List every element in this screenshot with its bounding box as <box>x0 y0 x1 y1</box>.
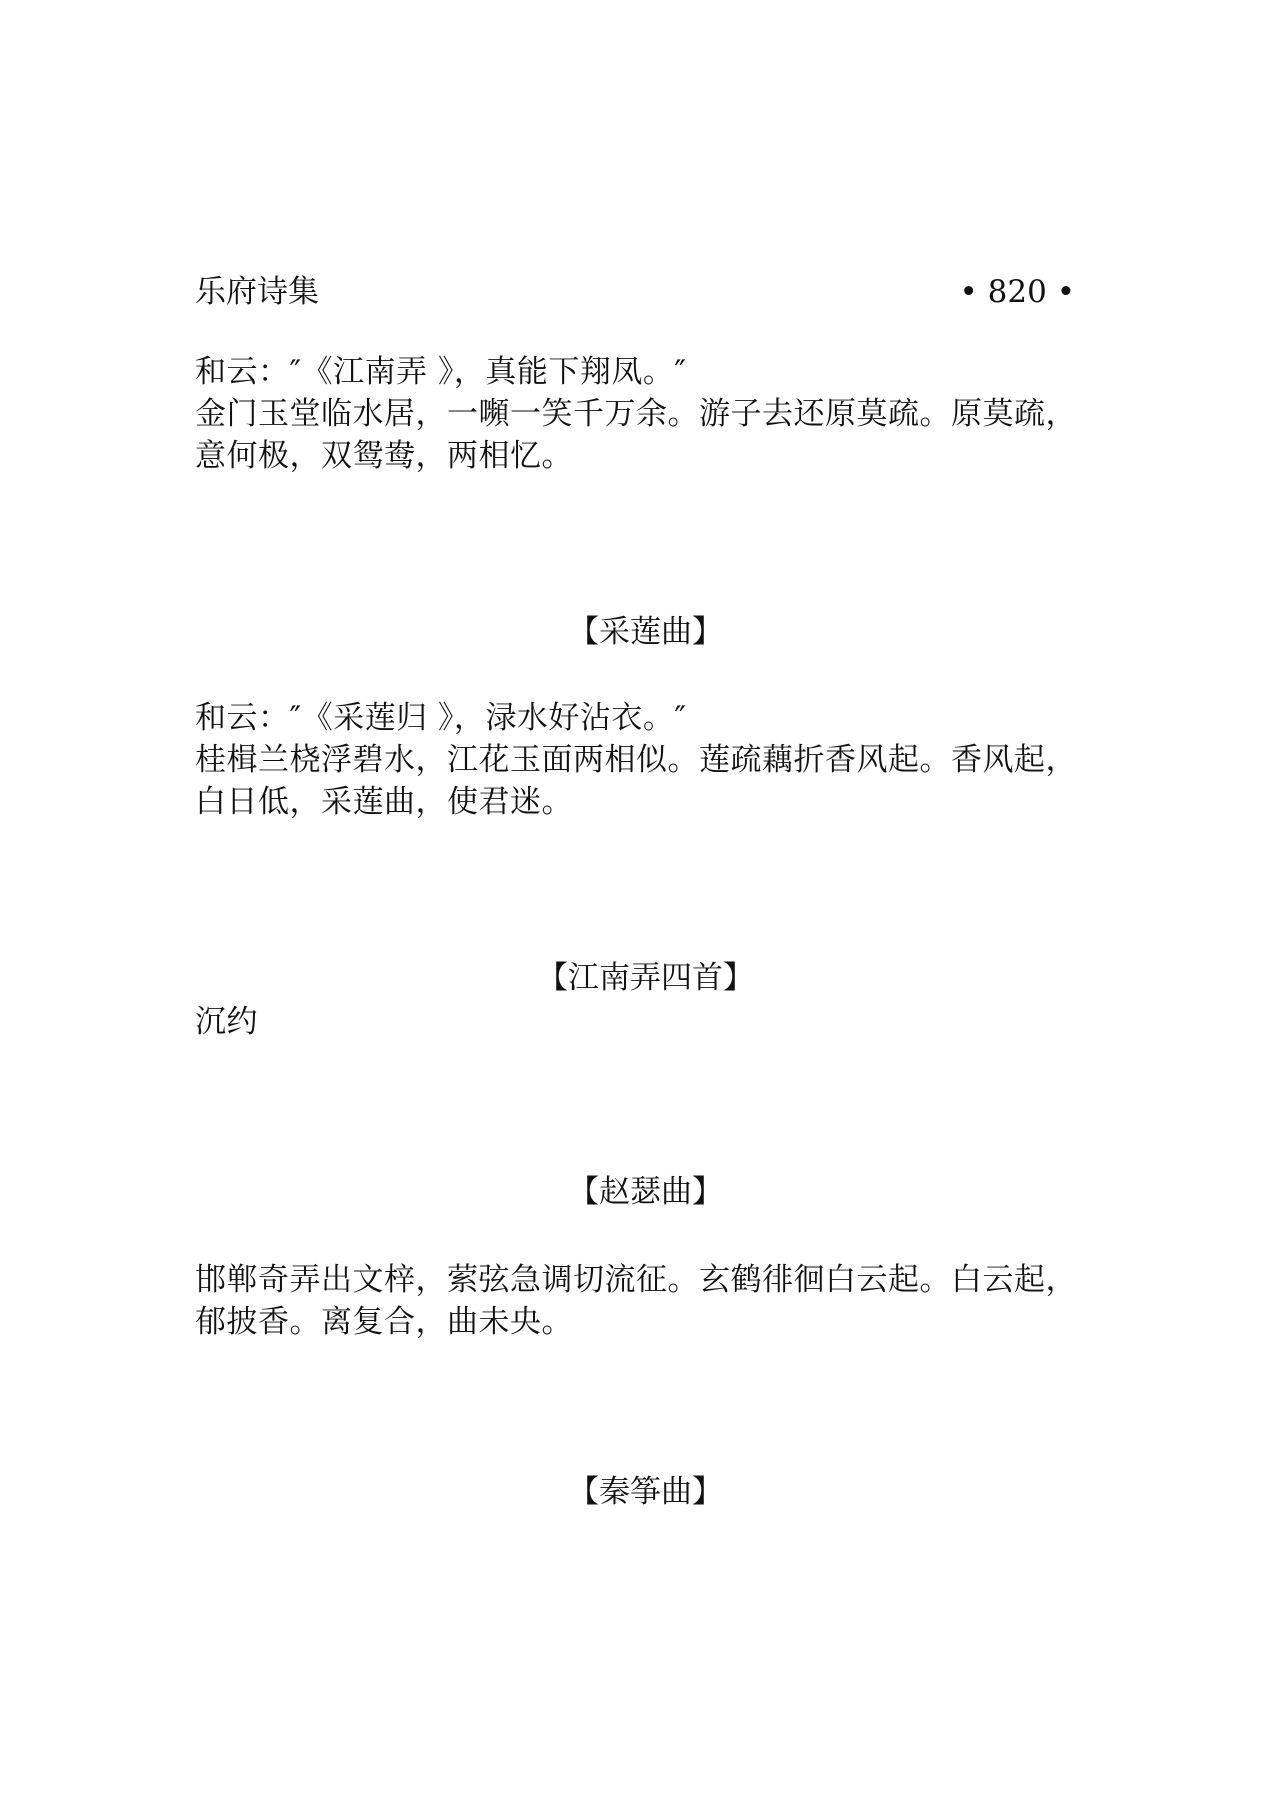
verse-line: 桂楫兰桡浮碧水，江花玉面两相似。莲疏藕折香风起。香风起， <box>195 742 1077 778</box>
section-heading-text: 【秦筝曲】 <box>568 1474 723 1510</box>
book-title: 乐府诗集 <box>195 274 319 310</box>
section-heading <box>0 612 1283 652</box>
section-heading <box>0 1472 1283 1512</box>
author-line: 沉约 <box>195 1004 258 1040</box>
verse-line: 白日低，采莲曲，使君迷。 <box>195 784 573 820</box>
chorus-line: 和云：″《江南弄 》，真能下翔凤。″ <box>195 354 687 390</box>
verse-line: 郁披香。离复合，曲未央。 <box>195 1304 573 1340</box>
section-heading-text: 【江南弄四首】 <box>537 960 754 996</box>
verse-line: 金门玉堂临水居，一嚬一笑千万余。游子去还原莫疏。原莫疏， <box>195 396 1077 432</box>
verse-line: 邯郸奇弄出文梓，萦弦急调切流征。玄鹤徘徊白云起。白云起， <box>195 1262 1077 1298</box>
page-number: • 820 • <box>959 274 1075 310</box>
chorus-line: 和云：″《采莲归 》，渌水好沾衣。″ <box>195 700 687 736</box>
section-heading-text: 【采莲曲】 <box>568 614 723 650</box>
section-heading-text: 【赵瑟曲】 <box>568 1174 723 1210</box>
section-heading <box>0 1172 1283 1212</box>
section-heading <box>0 958 1283 998</box>
verse-line: 意何极，双鸳鸯，两相忆。 <box>195 438 573 474</box>
